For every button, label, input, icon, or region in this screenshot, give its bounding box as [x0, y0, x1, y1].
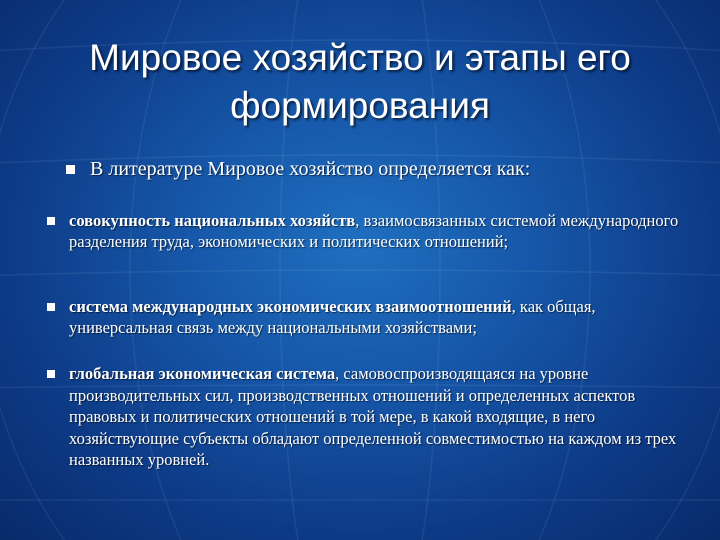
square-bullet-icon — [47, 370, 55, 378]
square-bullet-icon — [47, 217, 55, 225]
slide-title: Мировое хозяйство и этапы его формирования — [89, 37, 631, 126]
item-term: глобальная экономическая система — [69, 364, 336, 383]
square-bullet-icon — [66, 165, 75, 174]
item-text: , самовоспроизводящаяся на уровне производительных сил, производственных отношений и определенных аспектов правовых и политических отношений в той мере, в какой входящие, в него хозяйствующие субъекты обладают определенной совместимостью на каждом из трех названных уровней. — [69, 364, 677, 469]
list-item — [69, 363, 681, 471]
item-text: , как общая, универсальная связь между национальными хозяйствами; — [69, 297, 596, 337]
item-text: , взаимосвязанных системой международного разделения труда, экономических и политических отношений; — [69, 211, 679, 251]
list-item — [69, 296, 681, 338]
intro-line — [90, 156, 690, 182]
square-bullet-icon — [47, 303, 55, 311]
item-term: система международных экономических взаимоотношений — [69, 297, 512, 316]
item-term: совокупность национальных хозяйств — [69, 211, 356, 230]
intro-text: В литературе Мировое хозяйство определяется как: — [90, 158, 531, 180]
list-item — [69, 210, 681, 252]
